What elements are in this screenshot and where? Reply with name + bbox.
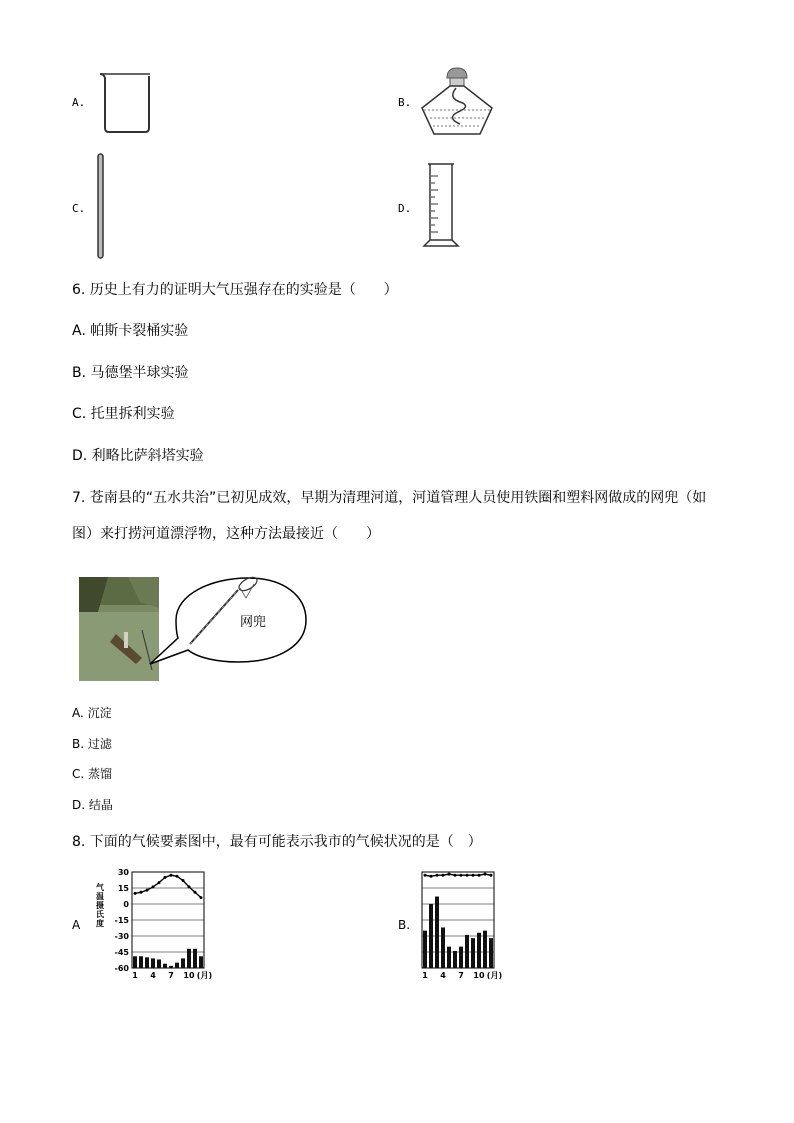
river-photo [79,577,159,681]
graduated-cylinder-icon [420,160,464,254]
beaker-icon [96,70,156,134]
temperature-point [176,875,179,878]
precip-bar [163,964,167,968]
precip-bar [139,956,143,968]
temperature-point [430,875,433,878]
temperature-point [442,874,445,877]
temperature-point [194,891,197,894]
precip-bar [453,951,457,968]
q7-option-a[interactable]: A. 沉淀 [72,706,112,720]
y-axis-label-char: 温 [96,892,104,901]
y-tick-label: 15 [117,884,129,893]
temperature-point [490,874,493,877]
x-tick-label: 10 [183,971,195,980]
x-tick-label: 7 [458,971,464,980]
q6-option-d[interactable]: D. 利略比萨斜塔实验 [72,448,204,464]
precip-bar [483,931,487,968]
q5-option-c-label: C. [72,202,86,215]
temperature-point [152,885,155,888]
temperature-point [478,874,481,877]
temperature-point [472,874,475,877]
precip-bar [151,958,155,968]
q5-option-b-label: B. [398,96,412,109]
precip-bar [157,959,161,968]
temperature-point [460,874,463,877]
temperature-point [200,896,203,899]
glass-rod-icon [96,152,106,262]
y-axis-label-char: 度 [96,919,104,928]
temperature-point [466,874,469,877]
precip-bar [145,957,149,968]
precip-bar [435,897,439,968]
precip-bar [133,956,137,968]
precip-bar [199,956,203,968]
x-tick-label: 4 [150,971,156,980]
temperature-point [158,881,161,884]
q7-option-c[interactable]: C. 蒸馏 [72,767,113,781]
precip-bar [441,927,445,968]
precip-bar [489,938,493,968]
net-label: 网兜 [240,615,267,630]
temperature-point [134,892,137,895]
precip-bar [429,904,433,968]
temperature-point [182,879,185,882]
x-tick-label: (月) [486,971,503,980]
y-tick-label: -60 [114,964,129,973]
x-tick-label: 1 [132,971,138,980]
question-6-stem: 6. 历史上有力的证明大气压强存在的实验是（ ） [72,282,398,298]
climate-chart-a [92,864,242,988]
precip-bar [187,949,191,968]
q5-option-d-label: D. [398,202,412,215]
precip-bar [447,947,451,968]
temperature-point [448,873,451,876]
q7-option-b[interactable]: B. 过滤 [72,737,112,751]
q8-option-b-label[interactable]: B. [398,918,411,932]
precip-bar [471,938,475,968]
temperature-point [454,874,457,877]
precip-bar [175,963,179,968]
x-tick-label: 10 [473,971,485,980]
zoom-callout [150,575,306,664]
y-axis-label-char: 摄 [96,901,104,910]
river-cleaning-figure [78,572,310,684]
x-tick-label: 4 [440,971,446,980]
temperature-point [188,885,191,888]
y-tick-label: 0 [123,900,129,909]
q6-option-c[interactable]: C. 托里拆利实验 [72,406,175,422]
question-8-stem: 8. 下面的气候要素图中，最有可能表示我市的气候状况的是（ ） [72,834,482,850]
question-7-stem-line2: 图）来打捞河道漂浮物，这种方法最接近（ ） [72,526,380,542]
climate-chart-b [402,864,522,988]
x-tick-label: (月) [196,971,213,980]
temperature-point [484,873,487,876]
y-tick-label: -30 [114,932,129,941]
temperature-point [170,874,173,877]
temperature-point [436,874,439,877]
alcohol-lamp-icon [420,64,494,138]
q6-option-b[interactable]: B. 马德堡半球实验 [72,365,189,381]
q7-option-d[interactable]: D. 结晶 [72,798,113,812]
y-axis-label-char: 氏 [96,910,104,919]
temperature-point [140,891,143,894]
precip-bar [181,958,185,968]
x-tick-label: 7 [168,971,174,980]
temperature-line [135,875,201,897]
precip-bar [169,966,173,968]
precip-bar [477,933,481,968]
temperature-point [146,889,149,892]
question-7-stem-line1: 7. 苍南县的“五水共治”已初见成效，早期为清理河道，河道管理人员使用铁圈和塑料网做成的网兜（如 [72,490,707,506]
y-tick-label: -45 [114,948,129,957]
q6-option-a[interactable]: A. 帕斯卡裂桶实验 [72,323,189,339]
temperature-point [164,876,167,879]
y-tick-label: 30 [117,868,129,877]
temperature-line [425,874,491,876]
precip-bar [423,931,427,968]
temperature-point [424,874,427,877]
q8-option-a-label[interactable]: A [72,918,81,932]
q5-option-a-label: A. [72,96,86,109]
precip-bar [459,947,463,968]
y-axis-label-char: 气 [96,883,104,892]
precip-bar [193,949,197,968]
y-tick-label: -15 [114,916,129,925]
precip-bar [465,935,469,968]
x-tick-label: 1 [422,971,428,980]
